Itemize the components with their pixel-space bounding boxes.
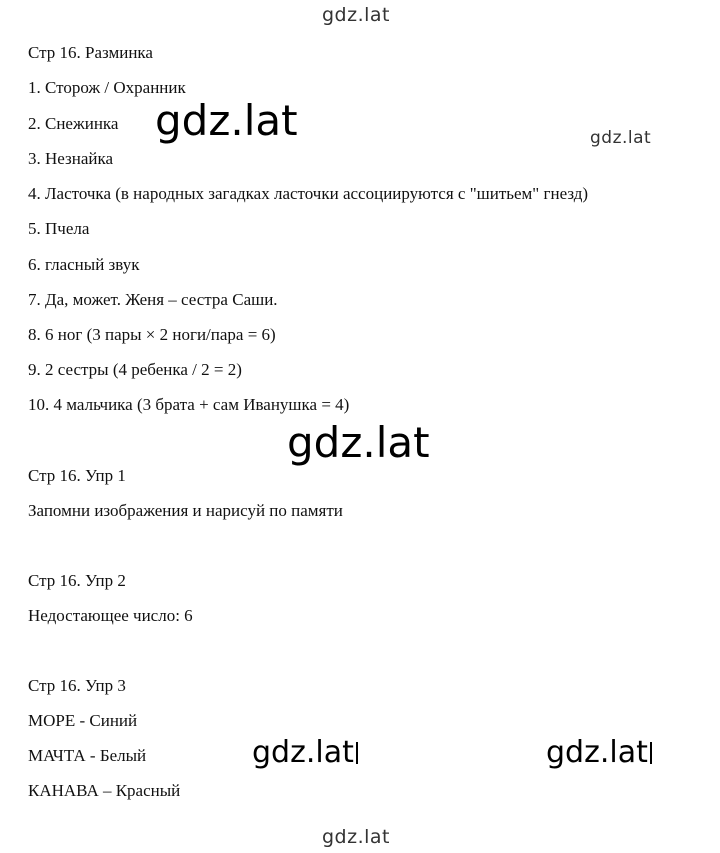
watermark-lower-left: gdz.lat bbox=[252, 738, 358, 768]
warmup-heading: Стр 16. Разминка bbox=[28, 43, 153, 62]
watermark-lower-right: gdz.lat bbox=[546, 738, 652, 768]
watermark-top: gdz.lat bbox=[322, 4, 391, 26]
warmup-answer-3: 3. Незнайка bbox=[28, 149, 114, 168]
ex2-heading: Стр 16. Упр 2 bbox=[28, 571, 126, 590]
ex1-text: Запомни изображения и нарисуй по памяти bbox=[28, 501, 343, 520]
watermark-upper-large: gdz.lat bbox=[155, 96, 298, 145]
warmup-answer-8: 8. 6 ног (3 пары × 2 ноги/пара = 6) bbox=[28, 325, 276, 344]
watermark-right-small: gdz.lat bbox=[590, 128, 652, 148]
ex3-heading: Стр 16. Упр 3 bbox=[28, 676, 126, 695]
warmup-answer-1: 1. Сторож / Охранник bbox=[28, 78, 186, 97]
ex1-heading: Стр 16. Упр 1 bbox=[28, 466, 126, 485]
warmup-answer-2: 2. Снежинка bbox=[28, 114, 119, 133]
warmup-answer-10: 10. 4 мальчика (3 брата + сам Иванушка = 4) bbox=[28, 395, 350, 414]
ex3-item-3: КАНАВА – Красный bbox=[28, 781, 181, 800]
warmup-answer-6: 6. гласный звук bbox=[28, 255, 140, 274]
ex3-item-2: МАЧТА - Белый bbox=[28, 746, 147, 765]
warmup-answer-9: 9. 2 сестры (4 ребенка / 2 = 2) bbox=[28, 360, 242, 379]
watermark-center-large: gdz.lat bbox=[287, 418, 430, 467]
warmup-answer-4: 4. Ласточка (в народных загадках ласточки ассоциируются с "шитьем" гнезд) bbox=[28, 184, 589, 203]
ex3-item-1: МОРЕ - Синий bbox=[28, 711, 138, 730]
warmup-answer-7: 7. Да, может. Женя – сестра Саши. bbox=[28, 290, 278, 309]
ex2-text: Недостающее число: 6 bbox=[28, 606, 193, 625]
warmup-answer-5: 5. Пчела bbox=[28, 219, 90, 238]
watermark-bottom: gdz.lat bbox=[322, 826, 391, 848]
